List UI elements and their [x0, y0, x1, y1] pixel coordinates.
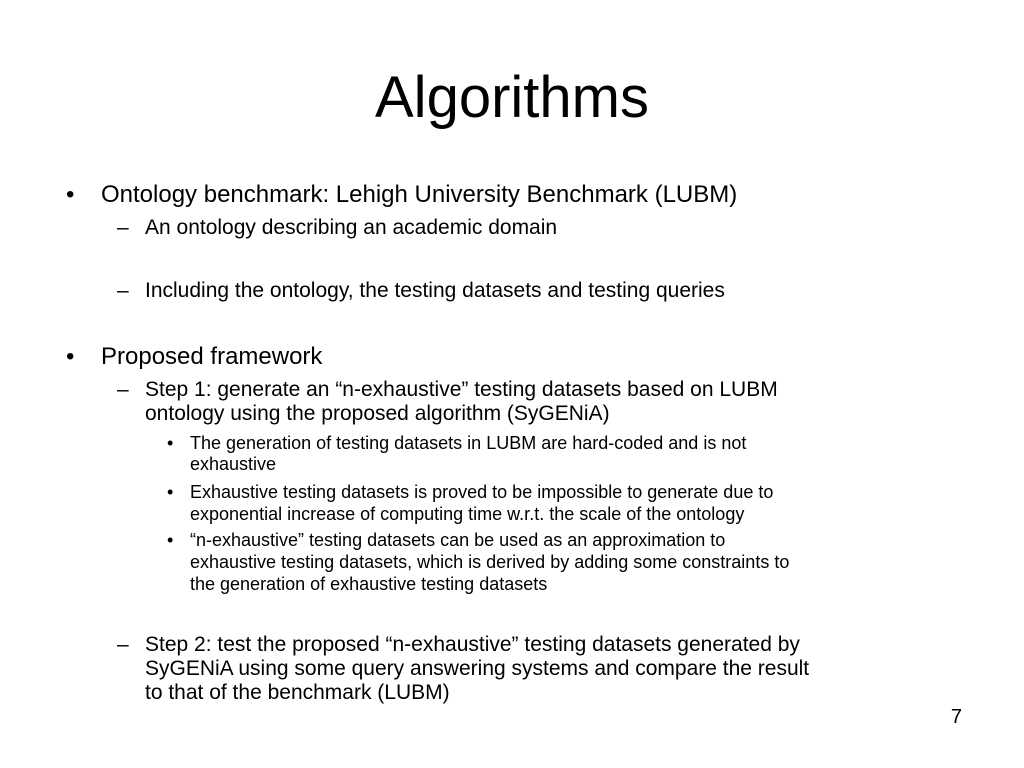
impossible-to-generate-line-2: exponential increase of computing time w.r.t. the scale of the ontology	[190, 504, 745, 524]
step2-line-2: SyGENiA using some query answering systems and compare the result	[145, 657, 810, 680]
step1-line-2: ontology using the proposed algorithm (SyGENiA)	[145, 402, 610, 425]
impossible-to-generate-line-1: Exhaustive testing datasets is proved to be impossible to generate due to	[190, 482, 774, 502]
level1-bullet-marker: •	[66, 343, 75, 370]
level2-dash-marker: –	[117, 279, 129, 302]
bullet-proposed-framework: Proposed framework	[101, 343, 323, 370]
level3-bullet-marker: •	[167, 530, 174, 550]
bullet-ontology-benchmark: Ontology benchmark: Lehigh University Benchmark (LUBM)	[101, 181, 738, 208]
sub-bullet-testing-datasets-queries: Including the ontology, the testing datasets and testing queries	[145, 279, 725, 302]
approximation-line-2: exhaustive testing datasets, which is derived by adding some constraints to	[190, 552, 790, 572]
step2-line-3: to that of the benchmark (LUBM)	[145, 681, 450, 704]
level3-bullet-marker: •	[167, 482, 174, 502]
slide-title: Algorithms	[375, 65, 649, 130]
approximation-line-3: the generation of exhaustive testing datasets	[190, 574, 548, 594]
approximation-line-1: “n-exhaustive” testing datasets can be used as an approximation to	[190, 530, 726, 550]
level2-dash-marker: –	[117, 633, 129, 656]
step1-line-1: Step 1: generate an “n-exhaustive” testing datasets based on LUBM	[145, 378, 778, 401]
level2-dash-marker: –	[117, 216, 129, 239]
level2-dash-marker: –	[117, 378, 129, 401]
page-number: 7	[950, 706, 962, 728]
sub-bullet-academic-domain: An ontology describing an academic domain	[145, 216, 558, 239]
step2-line-1: Step 2: test the proposed “n-exhaustive” testing datasets generated by	[145, 633, 800, 656]
level3-bullet-marker: •	[167, 433, 174, 453]
hard-coded-line-2: exhaustive	[190, 454, 277, 474]
hard-coded-line-1: The generation of testing datasets in LUBM are hard-coded and is not	[190, 433, 747, 453]
level1-bullet-marker: •	[66, 181, 75, 208]
